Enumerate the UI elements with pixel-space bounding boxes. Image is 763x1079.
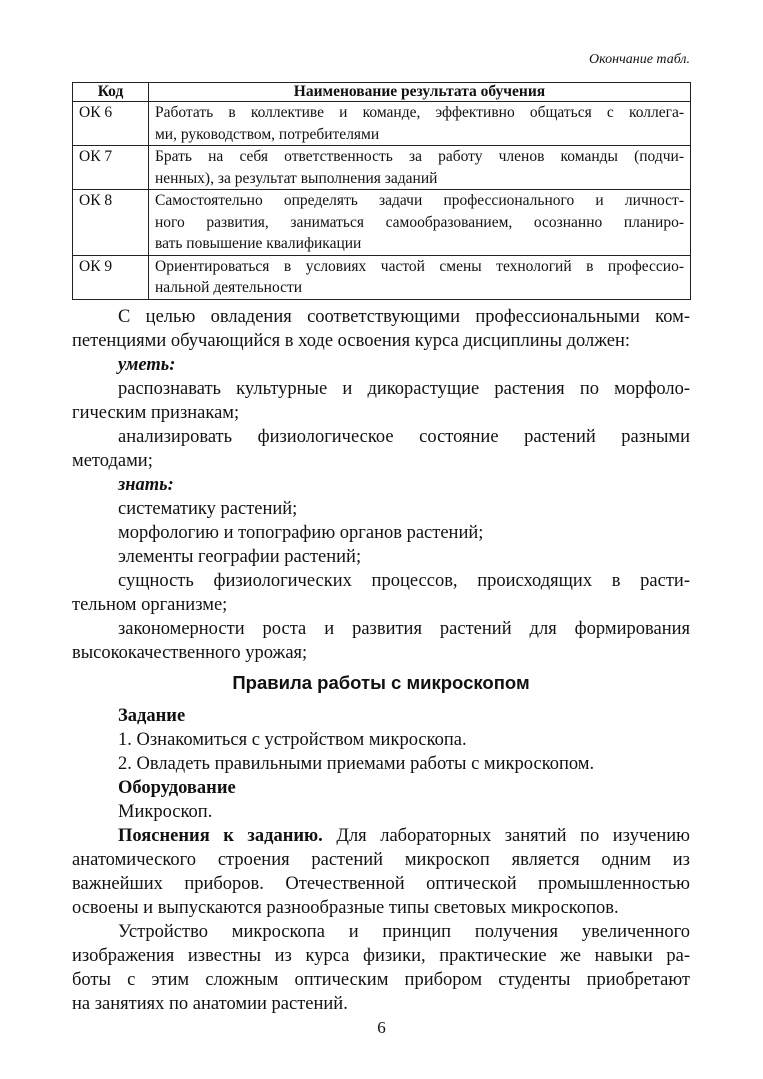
umet-item	[72, 377, 690, 425]
text-line: вать повышение квалификации	[155, 235, 362, 252]
page-body	[72, 305, 690, 1016]
text-line: нальной деятельности	[155, 279, 303, 296]
znat-label: знать:	[118, 475, 174, 495]
znat-item	[72, 497, 690, 521]
table-row	[73, 102, 691, 146]
text-line: гическим признакам;	[72, 403, 240, 423]
explanation-paragraph	[72, 824, 690, 920]
header-name: Наименование результата обучения	[149, 83, 691, 102]
znat-item	[72, 617, 690, 665]
table-row	[73, 190, 691, 256]
text-line: элементы географии растений;	[118, 547, 362, 567]
learning-outcomes-table	[72, 82, 691, 300]
text-line: анализировать физиологическое состояние растений разными	[118, 427, 690, 447]
row-description	[149, 190, 691, 256]
row-code: ОК 7	[73, 146, 149, 190]
text-line: боты с этим сложным оптическим прибором студенты приобретают	[72, 970, 690, 990]
page-number: 6	[377, 1018, 386, 1037]
microscope-paragraph	[72, 920, 690, 1016]
text-line: Ориентироваться в условиях частой смены технологий в профессио-	[155, 257, 684, 275]
umet-list	[72, 377, 690, 473]
explanation-first-line: Для лабораторных занятий по изучению	[322, 826, 690, 846]
row-description	[149, 102, 691, 146]
text-line: систематику растений;	[118, 499, 298, 519]
umet-label: уметь:	[118, 355, 176, 375]
row-code: ОК 8	[73, 190, 149, 256]
table-continuation-label: Окончание табл.	[589, 52, 690, 67]
umet-item	[72, 425, 690, 473]
header-code: Код	[73, 83, 149, 102]
text-line: сущность физиологических процессов, происходящих в расти-	[118, 571, 690, 591]
text-line: изображения известны из курса физики, практические же навыки ра-	[72, 946, 690, 966]
text-line: Самостоятельно определять задачи профессионального и личност-	[155, 192, 684, 209]
znat-item	[72, 545, 690, 569]
table-row	[73, 255, 691, 299]
equipment-text: Микроскоп.	[118, 802, 213, 822]
row-code: ОК 9	[73, 255, 149, 299]
text-line: ми, руководством, потребителями	[155, 125, 380, 143]
text-line: тельном организме;	[72, 595, 228, 615]
znat-list	[72, 497, 690, 665]
text-line: Работать в коллективе и команде, эффективно общаться с коллега-	[155, 104, 684, 121]
row-description	[149, 255, 691, 299]
text-line: высококачественного урожая;	[72, 643, 308, 663]
text-line: важнейших приборов. Отечественной оптической промышленностью	[72, 874, 690, 894]
znat-item	[72, 569, 690, 617]
text-line: закономерности роста и развития растений для формирования	[118, 619, 690, 639]
intro-paragraph	[72, 305, 690, 353]
text-line: С целью овладения соответствующими профессиональными ком-	[118, 307, 690, 327]
row-description	[149, 146, 691, 190]
text-line: на занятиях по анатомии растений.	[72, 994, 348, 1014]
text-line: ного развития, заниматься самообразованием, осознанно планиро-	[155, 213, 684, 231]
row-code: ОК 6	[73, 102, 149, 146]
text-line: освоены и выпускаются разнообразные типы световых микроскопов.	[72, 898, 619, 918]
text-line: Устройство микроскопа и принцип получения увеличенного	[118, 922, 690, 942]
table-row	[73, 146, 691, 190]
text-line: морфологию и топографию органов растений;	[118, 523, 484, 543]
equipment-label: Оборудование	[118, 778, 236, 798]
task-1: 1. Ознакомиться с устройством микроскопа.	[118, 730, 467, 750]
text-line: методами;	[72, 451, 153, 471]
znat-item	[72, 521, 690, 545]
text-line: ненных), за результат выполнения заданий	[155, 169, 438, 187]
section-title: Правила работы с микроскопом	[232, 672, 530, 693]
explanation-label: Пояснения к заданию.	[118, 826, 323, 846]
text-line: анатомического строения растений микроскоп является одним из	[72, 850, 690, 870]
text-line: петенциями обучающийся в ходе освоения курса дисциплины должен:	[72, 331, 631, 351]
text-line: Брать на себя ответственность за работу членов команды (подчи-	[155, 148, 684, 165]
task-2: 2. Овладеть правильными приемами работы с микроскопом.	[118, 754, 595, 774]
text-line: распознавать культурные и дикорастущие растения по морфоло-	[118, 379, 690, 399]
task-label: Задание	[118, 706, 186, 726]
